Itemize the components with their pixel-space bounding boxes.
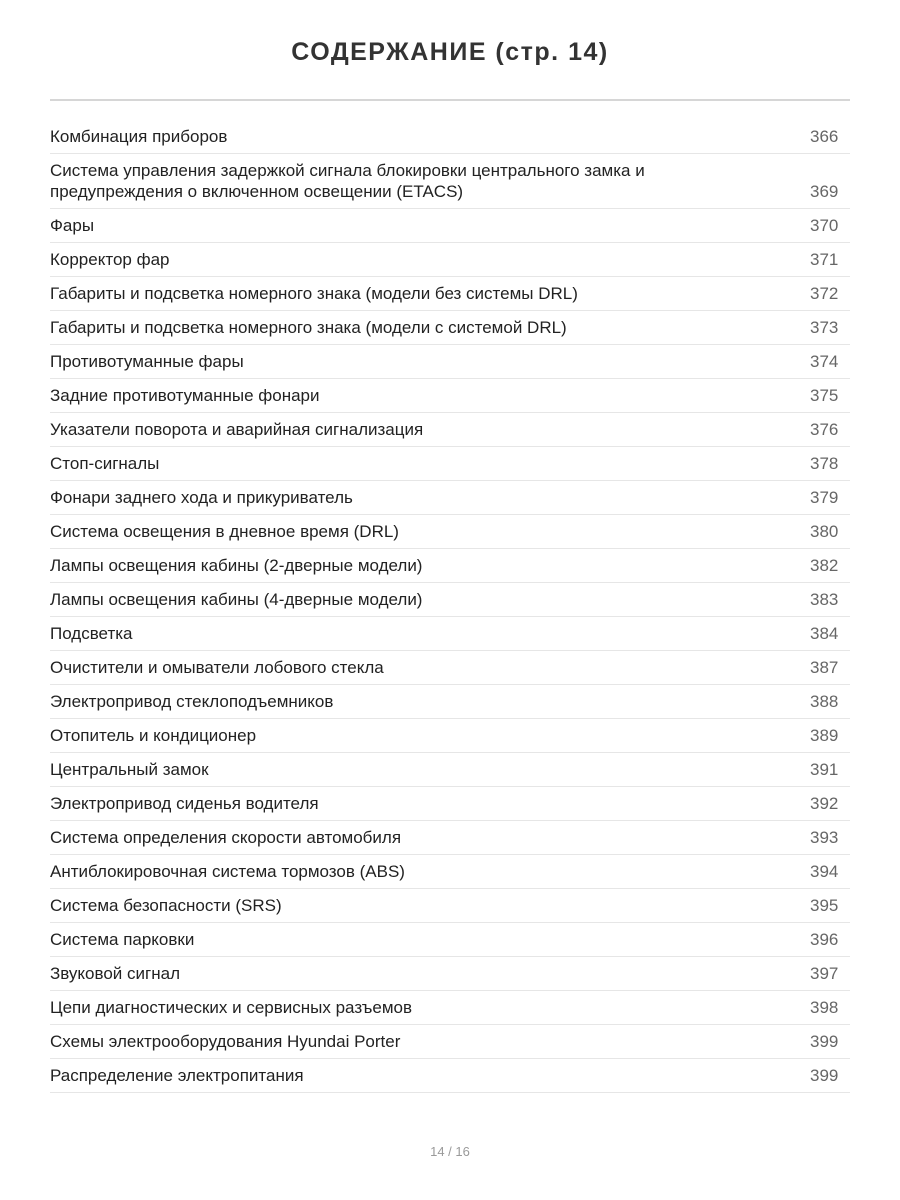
toc-entry-title[interactable]: Габариты и подсветка номерного знака (модели с системой DRL) <box>50 318 567 337</box>
toc-entry[interactable] <box>50 311 850 345</box>
toc-entry-title[interactable]: Распределение электропитания <box>50 1066 304 1085</box>
toc-entry-title[interactable]: Антиблокировочная система тормозов (ABS) <box>50 862 405 881</box>
toc-entry[interactable] <box>50 685 850 719</box>
toc-entry-page-number: 376 <box>810 420 839 439</box>
toc-entry[interactable] <box>50 583 850 617</box>
toc-entry[interactable] <box>50 923 850 957</box>
toc-entry[interactable] <box>50 889 850 923</box>
toc-entry-title[interactable]: Звуковой сигнал <box>50 964 180 983</box>
toc-entry[interactable] <box>50 753 850 787</box>
toc-entry-title[interactable]: Габариты и подсветка номерного знака (модели без системы DRL) <box>50 284 578 303</box>
toc-entry[interactable] <box>50 120 850 154</box>
toc-entry[interactable] <box>50 549 850 583</box>
toc-entry-page-number: 388 <box>810 692 839 711</box>
toc-entry-page-number: 378 <box>810 454 839 473</box>
toc-entry[interactable] <box>50 719 850 753</box>
toc-entry-title[interactable]: Электропривод стеклоподъемников <box>50 692 334 711</box>
toc-entry-page-number: 379 <box>810 488 839 507</box>
toc-entry-page-number: 371 <box>810 250 839 269</box>
toc-entry[interactable] <box>50 413 850 447</box>
page-indicator: 14 / 16 <box>430 1144 470 1159</box>
toc-entry[interactable] <box>50 1059 850 1093</box>
toc-entry-page-number: 382 <box>810 556 839 575</box>
toc-entry[interactable] <box>50 243 850 277</box>
toc-entry-title[interactable]: Стоп-сигналы <box>50 454 160 473</box>
toc-entry-title[interactable]: Подсветка <box>50 624 133 643</box>
toc-entry-title[interactable]: Отопитель и кондиционер <box>50 726 257 745</box>
toc-entry-page-number: 384 <box>810 624 839 643</box>
toc-entry-page-number: 393 <box>810 828 839 847</box>
toc-entry-title[interactable]: Лампы освещения кабины (2-дверные модели) <box>50 556 423 575</box>
toc-entry-page-number: 391 <box>810 760 839 779</box>
page-title: СОДЕРЖАНИЕ (стр. 14) <box>291 38 609 66</box>
toc-entry-page-number: 399 <box>810 1066 839 1085</box>
toc-entry-page-number: 389 <box>810 726 839 745</box>
toc-entry[interactable] <box>50 821 850 855</box>
toc-entry-title[interactable]: Схемы электрооборудования Hyundai Porter <box>50 1032 401 1051</box>
toc-entry-page-number: 387 <box>810 658 839 677</box>
toc-entry-title[interactable]: Система управления задержкой сигнала блокировки центрального замка и предупреждения о включенном освещении (ETACS) <box>50 161 645 201</box>
toc-entry-page-number: 380 <box>810 522 839 541</box>
toc-entry[interactable] <box>50 787 850 821</box>
toc-entry-page-number: 396 <box>810 930 839 949</box>
toc-entry-title[interactable]: Комбинация приборов <box>50 127 228 146</box>
toc-entry-page-number: 370 <box>810 216 839 235</box>
toc-entry-page-number: 397 <box>810 964 839 983</box>
toc-entry-page-number: 369 <box>810 182 839 201</box>
toc-entry-title[interactable]: Система освещения в дневное время (DRL) <box>50 522 399 541</box>
toc-entry-title[interactable]: Очистители и омыватели лобового стекла <box>50 658 384 677</box>
toc-entry-title[interactable]: Электропривод сиденья водителя <box>50 794 319 813</box>
toc-entry-title[interactable]: Корректор фар <box>50 250 170 269</box>
toc-entry-title[interactable]: Противотуманные фары <box>50 352 244 371</box>
toc-entry-title[interactable]: Фонари заднего хода и прикуриватель <box>50 488 353 507</box>
toc-entry-page-number: 374 <box>810 352 839 371</box>
toc-entry[interactable] <box>50 154 850 209</box>
toc-entry-page-number: 366 <box>810 127 839 146</box>
toc-entry[interactable] <box>50 651 850 685</box>
toc-entry-title[interactable]: Система безопасности (SRS) <box>50 896 282 915</box>
toc-entry-title[interactable]: Указатели поворота и аварийная сигнализация <box>50 420 424 439</box>
toc-entry[interactable] <box>50 379 850 413</box>
toc-entry[interactable] <box>50 481 850 515</box>
toc-entry-page-number: 392 <box>810 794 839 813</box>
toc-entry-page-number: 398 <box>810 998 839 1017</box>
toc-entry-page-number: 399 <box>810 1032 839 1051</box>
toc-entry[interactable] <box>50 277 850 311</box>
toc-entry-title[interactable]: Центральный замок <box>50 760 209 779</box>
toc-entry[interactable] <box>50 447 850 481</box>
toc-entry-page-number: 383 <box>810 590 839 609</box>
toc-entry-title[interactable]: Фары <box>50 216 95 235</box>
toc-entry[interactable] <box>50 209 850 243</box>
toc-entry-page-number: 375 <box>810 386 839 405</box>
toc-entry-title[interactable]: Система определения скорости автомобиля <box>50 828 402 847</box>
toc-list <box>50 120 850 1093</box>
toc-entry-title[interactable]: Цепи диагностических и сервисных разъемов <box>50 998 412 1017</box>
toc-entry[interactable] <box>50 991 850 1025</box>
toc-entry-page-number: 372 <box>810 284 839 303</box>
toc-entry[interactable] <box>50 617 850 651</box>
toc-entry-title[interactable]: Задние противотуманные фонари <box>50 386 320 405</box>
toc-entry[interactable] <box>50 957 850 991</box>
toc-entry[interactable] <box>50 1025 850 1059</box>
toc-entry[interactable] <box>50 515 850 549</box>
toc-entry-page-number: 395 <box>810 896 839 915</box>
toc-entry-title[interactable]: Лампы освещения кабины (4-дверные модели) <box>50 590 423 609</box>
toc-entry[interactable] <box>50 855 850 889</box>
toc-entry-page-number: 394 <box>810 862 839 881</box>
toc-entry-page-number: 373 <box>810 318 839 337</box>
title-divider <box>50 99 850 101</box>
toc-entry[interactable] <box>50 345 850 379</box>
toc-entry-title[interactable]: Система парковки <box>50 930 195 949</box>
